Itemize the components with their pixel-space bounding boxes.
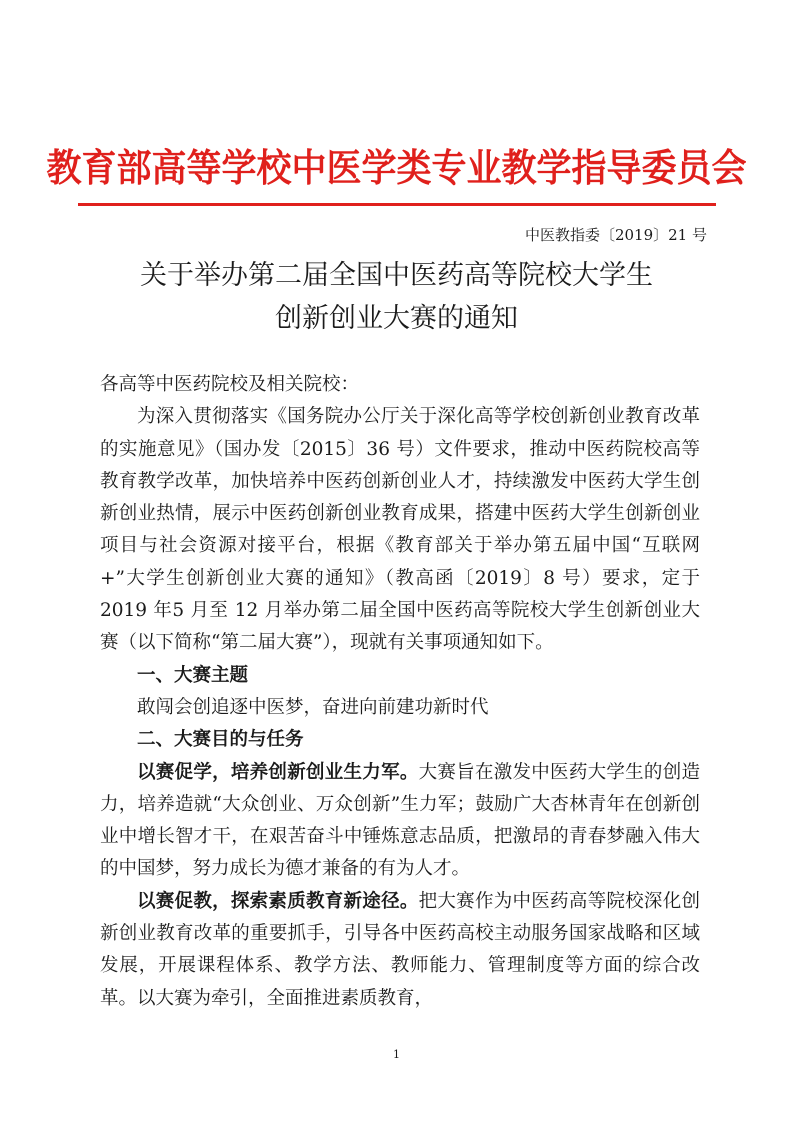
paragraph-lead: 以赛促学，培养创新创业生力军。 xyxy=(137,761,419,783)
section-heading-purpose: 二、大赛目的与任务 xyxy=(137,729,304,751)
organization-header: 教育部高等学校中医学类专业教学指导委员会 xyxy=(46,147,747,191)
paragraph-lead: 以赛促教，探索素质教育新途径。 xyxy=(137,890,419,912)
paragraph-text: 大赛旨在激发中医药大学生的创造力，培养造就“大众创业、万众创新”生力军；鼓励广大杏林青年在创新创业中增长智才干，在艰苦奋斗中锤炼意志品质，把激昂的青春梦融入伟大的中国梦，努力成长为德才兼备的有为人才。 xyxy=(100,761,700,880)
title-line-1: 关于举办第二届全国中医药高等院校大学生 xyxy=(140,260,653,291)
theme-text: 敢闯会创追逐中医梦，奋进向前建功新时代 xyxy=(137,696,489,718)
document-body xyxy=(100,369,700,1015)
section-heading-theme: 一、大赛主题 xyxy=(137,664,249,686)
red-divider-line xyxy=(78,203,716,206)
paragraph-text: 把大赛作为中医药高等院校深化创新创业教育改革的重要抓手，引导各中医药高校主动服务国家战略和区域发展，开展课程体系、教学方法、教师能力、管理制度等方面的综合改革。以大赛为牵引，全面推进素质教育， xyxy=(100,890,700,1009)
purpose-paragraph-1 xyxy=(100,757,700,886)
purpose-paragraph-2 xyxy=(100,886,700,1015)
page-number: 1 xyxy=(393,1048,400,1061)
title-line-2: 创新创业大赛的通知 xyxy=(275,303,518,334)
document-title xyxy=(0,254,793,340)
salutation: 各高等中医药院校及相关院校： xyxy=(100,374,360,395)
intro-paragraph: 为深入贯彻落实《国务院办公厅关于深化高等学校创新创业教育改革的实施意见》（国办发〔2015〕36 号）文件要求，推动中医药院校高等教育教学改革，加快培养中医药创新创业人才，持续激发中医药大学生创新创业热情，展示中医药创新创业教育成果，搭建中医药大学生创新创业项目与社会资源对接平台，根据《教育部关于举办第五届中国“互联网+”大学生创新创业大赛的通知》（教高函〔2019〕8 号）要求，定于 2019 年5 月至 12 月举办第二届全国中医药高等院校大学生创新创业大赛（以下简称“第二届大赛”），现就有关事项通知如下。 xyxy=(100,406,700,654)
document-number: 中医教指委〔2019〕21 号 xyxy=(524,226,707,244)
